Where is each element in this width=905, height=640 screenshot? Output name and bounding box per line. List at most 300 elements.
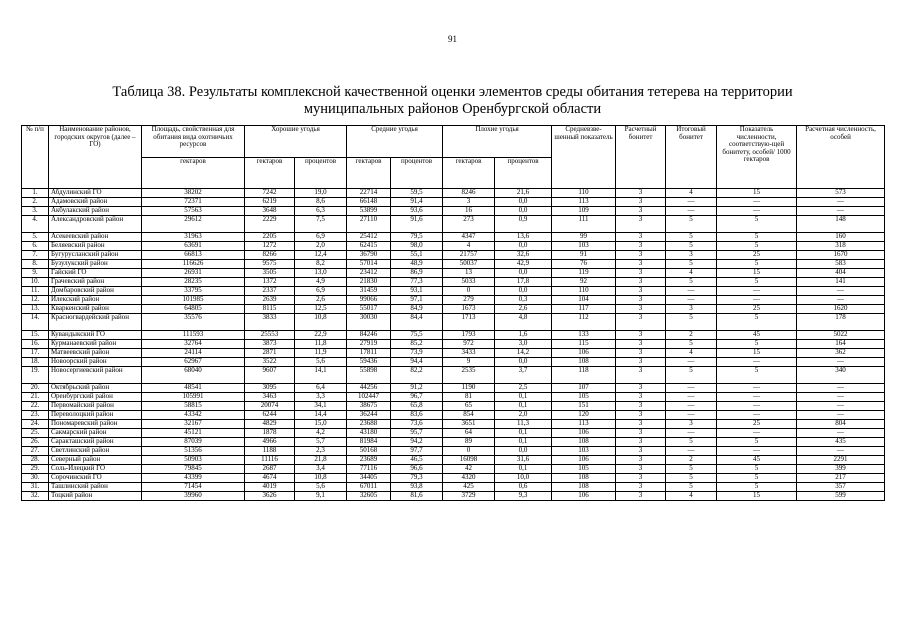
- good-ha: 2229: [245, 216, 295, 233]
- bad-pct: 2,6: [495, 305, 552, 314]
- table-row: [22, 447, 885, 456]
- good-ha: 2871: [245, 349, 295, 358]
- population: —: [797, 287, 885, 296]
- good-pct: 34,1: [295, 402, 347, 411]
- population: —: [797, 296, 885, 305]
- district-name: Грачевский район: [49, 278, 142, 287]
- table-row: [22, 456, 885, 465]
- good-pct: 15,0: [295, 420, 347, 429]
- calc-bonitet: 3: [616, 260, 666, 269]
- density: —: [717, 207, 797, 216]
- bad-ha: 1713: [443, 314, 495, 331]
- medium-ha: 57014: [347, 260, 391, 269]
- title-line-2: муниципальных районов Оренбургской области: [303, 101, 602, 117]
- density: —: [717, 198, 797, 207]
- medium-pct: 97,7: [391, 447, 443, 456]
- good-ha: 2639: [245, 296, 295, 305]
- population: —: [797, 198, 885, 207]
- population: —: [797, 411, 885, 420]
- bad-pct: 2,5: [495, 384, 552, 393]
- row-num: 13.: [22, 305, 49, 314]
- row-num: 20.: [22, 384, 49, 393]
- total-bonitet: 4: [666, 189, 717, 198]
- calc-bonitet: 3: [616, 340, 666, 349]
- calc-bonitet: 3: [616, 384, 666, 393]
- bad-ha: 89: [443, 438, 495, 447]
- medium-ha: 81984: [347, 438, 391, 447]
- population: 141: [797, 278, 885, 287]
- good-ha: 3095: [245, 384, 295, 393]
- header-good: Хорошие угодья: [245, 126, 347, 158]
- medium-pct: 84,9: [391, 305, 443, 314]
- avg-index: 103: [552, 242, 616, 251]
- subheader-medium-ha: гектаров: [347, 158, 391, 189]
- population: 1620: [797, 305, 885, 314]
- density: 15: [717, 349, 797, 358]
- row-num: 25.: [22, 429, 49, 438]
- bad-ha: 273: [443, 216, 495, 233]
- area-ha: 28235: [142, 278, 245, 287]
- medium-ha: 27919: [347, 340, 391, 349]
- avg-index: 113: [552, 198, 616, 207]
- table-row: [22, 402, 885, 411]
- row-num: 24.: [22, 420, 49, 429]
- avg-index: 110: [552, 189, 616, 198]
- medium-pct: 95,7: [391, 429, 443, 438]
- calc-bonitet: 3: [616, 465, 666, 474]
- area-ha: 39960: [142, 492, 245, 501]
- good-ha: 2337: [245, 287, 295, 296]
- medium-ha: 23412: [347, 269, 391, 278]
- title-line-1: Таблица 38. Результаты комплексной качественной оценки элементов среды обитания тетерева на территории: [112, 84, 793, 100]
- calc-bonitet: 3: [616, 393, 666, 402]
- bad-pct: 0,0: [495, 269, 552, 278]
- avg-index: 120: [552, 411, 616, 420]
- avg-index: 92: [552, 278, 616, 287]
- density: 5: [717, 367, 797, 384]
- bad-ha: 4: [443, 242, 495, 251]
- bad-pct: 11,3: [495, 420, 552, 429]
- table-row: [22, 393, 885, 402]
- bad-ha: 65: [443, 402, 495, 411]
- density: 5: [717, 465, 797, 474]
- district-name: Ташлинский район: [49, 483, 142, 492]
- total-bonitet: —: [666, 384, 717, 393]
- table-row: [22, 207, 885, 216]
- population: 404: [797, 269, 885, 278]
- avg-index: 110: [552, 287, 616, 296]
- header-area: Площадь, свойственная для обитания вида охотничьих ресурсов: [142, 126, 245, 158]
- density: —: [717, 411, 797, 420]
- total-bonitet: —: [666, 447, 717, 456]
- medium-ha: 30030: [347, 314, 391, 331]
- density: 5: [717, 242, 797, 251]
- good-ha: 9607: [245, 367, 295, 384]
- total-bonitet: 5: [666, 233, 717, 242]
- avg-index: 106: [552, 429, 616, 438]
- good-ha: 3505: [245, 269, 295, 278]
- medium-ha: 59436: [347, 358, 391, 367]
- district-name: Бугурусланский район: [49, 251, 142, 260]
- population: 2291: [797, 456, 885, 465]
- bad-pct: 0,1: [495, 402, 552, 411]
- header-num: № п/п: [22, 126, 49, 189]
- calc-bonitet: 3: [616, 411, 666, 420]
- calc-bonitet: 3: [616, 331, 666, 340]
- good-ha: 7242: [245, 189, 295, 198]
- good-pct: 21,8: [295, 456, 347, 465]
- header-calc-bonitet: Расчетный бонитет: [616, 126, 666, 189]
- district-name: Светлинский район: [49, 447, 142, 456]
- good-pct: 12,4: [295, 251, 347, 260]
- district-name: Октябрьский район: [49, 384, 142, 393]
- area-ha: 26931: [142, 269, 245, 278]
- row-num: 1.: [22, 189, 49, 198]
- total-bonitet: 2: [666, 456, 717, 465]
- medium-pct: 46,5: [391, 456, 443, 465]
- table-row: [22, 411, 885, 420]
- good-ha: 8115: [245, 305, 295, 314]
- density: 25: [717, 420, 797, 429]
- good-pct: 3,3: [295, 393, 347, 402]
- area-ha: 72371: [142, 198, 245, 207]
- district-name: Новоорский район: [49, 358, 142, 367]
- total-bonitet: 5: [666, 474, 717, 483]
- area-ha: 63691: [142, 242, 245, 251]
- bad-ha: 0: [443, 287, 495, 296]
- area-ha: 51356: [142, 447, 245, 456]
- good-pct: 3,4: [295, 465, 347, 474]
- subheader-area-ha: гектаров: [142, 158, 245, 189]
- population: 164: [797, 340, 885, 349]
- district-name: Красногвардейский район: [49, 314, 142, 331]
- population: 148: [797, 216, 885, 233]
- header-medium: Средние угодья: [347, 126, 443, 158]
- district-name: Беляевский район: [49, 242, 142, 251]
- good-ha: 3873: [245, 340, 295, 349]
- calc-bonitet: 3: [616, 296, 666, 305]
- row-num: 31.: [22, 483, 49, 492]
- total-bonitet: 5: [666, 278, 717, 287]
- medium-pct: 93,8: [391, 483, 443, 492]
- density: —: [717, 402, 797, 411]
- area-ha: 24114: [142, 349, 245, 358]
- row-num: 5.: [22, 233, 49, 242]
- avg-index: 106: [552, 456, 616, 465]
- area-ha: 32764: [142, 340, 245, 349]
- avg-index: 133: [552, 331, 616, 340]
- medium-pct: 77,3: [391, 278, 443, 287]
- area-ha: 57563: [142, 207, 245, 216]
- bad-pct: 17,8: [495, 278, 552, 287]
- medium-pct: 85,2: [391, 340, 443, 349]
- density: —: [717, 296, 797, 305]
- area-ha: 38202: [142, 189, 245, 198]
- table-row: [22, 296, 885, 305]
- total-bonitet: —: [666, 198, 717, 207]
- table-row: [22, 251, 885, 260]
- district-name: Илекский район: [49, 296, 142, 305]
- good-ha: 1272: [245, 242, 295, 251]
- area-ha: 66813: [142, 251, 245, 260]
- bad-ha: 854: [443, 411, 495, 420]
- good-ha: 1372: [245, 278, 295, 287]
- total-bonitet: —: [666, 358, 717, 367]
- medium-ha: 50168: [347, 447, 391, 456]
- bad-ha: 4347: [443, 233, 495, 242]
- header-population: Расчетная численность, особей: [797, 126, 885, 189]
- area-ha: 87039: [142, 438, 245, 447]
- bad-pct: 0,9: [495, 216, 552, 233]
- area-ha: 68040: [142, 367, 245, 384]
- good-pct: 7,5: [295, 216, 347, 233]
- medium-pct: 75,5: [391, 331, 443, 340]
- avg-index: 108: [552, 358, 616, 367]
- bad-pct: 0,0: [495, 287, 552, 296]
- district-name: Бузулукский район: [49, 260, 142, 269]
- area-ha: 62967: [142, 358, 245, 367]
- area-ha: 35576: [142, 314, 245, 331]
- table-row: [22, 492, 885, 501]
- area-ha: 43399: [142, 474, 245, 483]
- bad-pct: 0,3: [495, 296, 552, 305]
- row-num: 14.: [22, 314, 49, 331]
- bad-pct: 0,1: [495, 438, 552, 447]
- calc-bonitet: 3: [616, 233, 666, 242]
- avg-index: 105: [552, 465, 616, 474]
- area-ha: 111593: [142, 331, 245, 340]
- total-bonitet: 5: [666, 260, 717, 269]
- good-ha: 1878: [245, 429, 295, 438]
- table-title: [60, 84, 845, 118]
- population: 804: [797, 420, 885, 429]
- total-bonitet: 3: [666, 420, 717, 429]
- bad-pct: 4,8: [495, 314, 552, 331]
- row-num: 32.: [22, 492, 49, 501]
- table-row: [22, 278, 885, 287]
- district-name: Домбаровский район: [49, 287, 142, 296]
- medium-ha: 34405: [347, 474, 391, 483]
- table-row: [22, 287, 885, 296]
- avg-index: 113: [552, 420, 616, 429]
- calc-bonitet: 3: [616, 447, 666, 456]
- calc-bonitet: 3: [616, 420, 666, 429]
- table-row: [22, 349, 885, 358]
- good-pct: 5,7: [295, 438, 347, 447]
- medium-ha: 36790: [347, 251, 391, 260]
- calc-bonitet: 3: [616, 314, 666, 331]
- bad-pct: 21,6: [495, 189, 552, 198]
- subheader-bad-pct: процентов: [495, 158, 552, 189]
- population: —: [797, 207, 885, 216]
- district-name: Сакмарский район: [49, 429, 142, 438]
- good-pct: 2,0: [295, 242, 347, 251]
- calc-bonitet: 3: [616, 474, 666, 483]
- subheader-good-ha: гектаров: [245, 158, 295, 189]
- good-pct: 8,6: [295, 198, 347, 207]
- bad-ha: 4320: [443, 474, 495, 483]
- calc-bonitet: 3: [616, 269, 666, 278]
- row-num: 7.: [22, 251, 49, 260]
- medium-ha: 53899: [347, 207, 391, 216]
- medium-ha: 36244: [347, 411, 391, 420]
- area-ha: 31963: [142, 233, 245, 242]
- bad-pct: 3,7: [495, 367, 552, 384]
- area-ha: 71454: [142, 483, 245, 492]
- good-pct: 12,5: [295, 305, 347, 314]
- good-ha: 1188: [245, 447, 295, 456]
- population: 178: [797, 314, 885, 331]
- calc-bonitet: 3: [616, 429, 666, 438]
- density: —: [717, 384, 797, 393]
- total-bonitet: 5: [666, 438, 717, 447]
- area-ha: 48541: [142, 384, 245, 393]
- calc-bonitet: 3: [616, 189, 666, 198]
- medium-pct: 48,9: [391, 260, 443, 269]
- total-bonitet: —: [666, 287, 717, 296]
- good-pct: 22,9: [295, 331, 347, 340]
- row-num: 28.: [22, 456, 49, 465]
- density: —: [717, 429, 797, 438]
- district-name: Кувандыкский ГО: [49, 331, 142, 340]
- density: —: [717, 358, 797, 367]
- calc-bonitet: 3: [616, 367, 666, 384]
- good-ha: 4674: [245, 474, 295, 483]
- medium-pct: 73,9: [391, 349, 443, 358]
- subheader-bad-ha: гектаров: [443, 158, 495, 189]
- good-pct: 11,9: [295, 349, 347, 358]
- row-num: 21.: [22, 393, 49, 402]
- district-name: Северный район: [49, 456, 142, 465]
- row-num: 29.: [22, 465, 49, 474]
- header-name: Наименование районов, городских округов (далее – ГО): [49, 126, 142, 189]
- good-pct: 13,0: [295, 269, 347, 278]
- bad-ha: 21757: [443, 251, 495, 260]
- district-name: Пономаревский район: [49, 420, 142, 429]
- bad-ha: 425: [443, 483, 495, 492]
- row-num: 22.: [22, 402, 49, 411]
- calc-bonitet: 3: [616, 358, 666, 367]
- good-pct: 10,8: [295, 314, 347, 331]
- population: 5022: [797, 331, 885, 340]
- good-pct: 8,2: [295, 260, 347, 269]
- medium-pct: 96,6: [391, 465, 443, 474]
- table-row: [22, 358, 885, 367]
- district-name: Абдулинский ГО: [49, 189, 142, 198]
- row-num: 18.: [22, 358, 49, 367]
- bad-ha: 3433: [443, 349, 495, 358]
- avg-index: 112: [552, 314, 616, 331]
- population: 340: [797, 367, 885, 384]
- good-pct: 6,4: [295, 384, 347, 393]
- good-ha: 6244: [245, 411, 295, 420]
- total-bonitet: 4: [666, 349, 717, 358]
- good-pct: 9,1: [295, 492, 347, 501]
- good-ha: 3833: [245, 314, 295, 331]
- medium-pct: 98,0: [391, 242, 443, 251]
- area-ha: 101985: [142, 296, 245, 305]
- calc-bonitet: 3: [616, 216, 666, 233]
- medium-ha: 102447: [347, 393, 391, 402]
- population: —: [797, 384, 885, 393]
- calc-bonitet: 3: [616, 278, 666, 287]
- row-num: 3.: [22, 207, 49, 216]
- density: —: [717, 447, 797, 456]
- density: 45: [717, 331, 797, 340]
- bad-ha: 42: [443, 465, 495, 474]
- population: 599: [797, 492, 885, 501]
- total-bonitet: 4: [666, 492, 717, 501]
- avg-index: 105: [552, 393, 616, 402]
- good-ha: 4829: [245, 420, 295, 429]
- area-ha: 58815: [142, 402, 245, 411]
- table-row: [22, 429, 885, 438]
- density: 25: [717, 305, 797, 314]
- good-pct: 10,8: [295, 474, 347, 483]
- calc-bonitet: 3: [616, 207, 666, 216]
- medium-ha: 66148: [347, 198, 391, 207]
- good-pct: 4,2: [295, 429, 347, 438]
- bad-pct: 10,0: [495, 474, 552, 483]
- good-pct: 6,3: [295, 207, 347, 216]
- medium-ha: 17811: [347, 349, 391, 358]
- district-name: Соль-Илецкий ГО: [49, 465, 142, 474]
- bad-ha: 972: [443, 340, 495, 349]
- density: 15: [717, 189, 797, 198]
- good-ha: 2687: [245, 465, 295, 474]
- district-name: Сорочинский ГО: [49, 474, 142, 483]
- good-ha: 3463: [245, 393, 295, 402]
- total-bonitet: 5: [666, 314, 717, 331]
- bad-ha: 5033: [443, 278, 495, 287]
- area-ha: 45121: [142, 429, 245, 438]
- total-bonitet: —: [666, 393, 717, 402]
- avg-index: 108: [552, 483, 616, 492]
- good-pct: 19,0: [295, 189, 347, 198]
- total-bonitet: 3: [666, 305, 717, 314]
- bad-ha: 1190: [443, 384, 495, 393]
- medium-pct: 94,2: [391, 438, 443, 447]
- bad-ha: 64: [443, 429, 495, 438]
- medium-ha: 31459: [347, 287, 391, 296]
- bad-pct: 3,0: [495, 340, 552, 349]
- row-num: 16.: [22, 340, 49, 349]
- medium-ha: 99066: [347, 296, 391, 305]
- avg-index: 91: [552, 251, 616, 260]
- total-bonitet: —: [666, 402, 717, 411]
- district-name: Адамовский район: [49, 198, 142, 207]
- district-name: Матвеевский район: [49, 349, 142, 358]
- good-ha: 3626: [245, 492, 295, 501]
- total-bonitet: —: [666, 207, 717, 216]
- medium-ha: 32605: [347, 492, 391, 501]
- avg-index: 103: [552, 447, 616, 456]
- table-row: [22, 216, 885, 233]
- medium-ha: 62415: [347, 242, 391, 251]
- table-row: [22, 305, 885, 314]
- medium-pct: 83,6: [391, 411, 443, 420]
- district-name: Тоцкий район: [49, 492, 142, 501]
- density: —: [717, 393, 797, 402]
- density: 5: [717, 474, 797, 483]
- bad-pct: 1,6: [495, 331, 552, 340]
- bad-pct: 14,2: [495, 349, 552, 358]
- row-num: 11.: [22, 287, 49, 296]
- population: —: [797, 402, 885, 411]
- area-ha: 33795: [142, 287, 245, 296]
- population: —: [797, 429, 885, 438]
- density: 5: [717, 438, 797, 447]
